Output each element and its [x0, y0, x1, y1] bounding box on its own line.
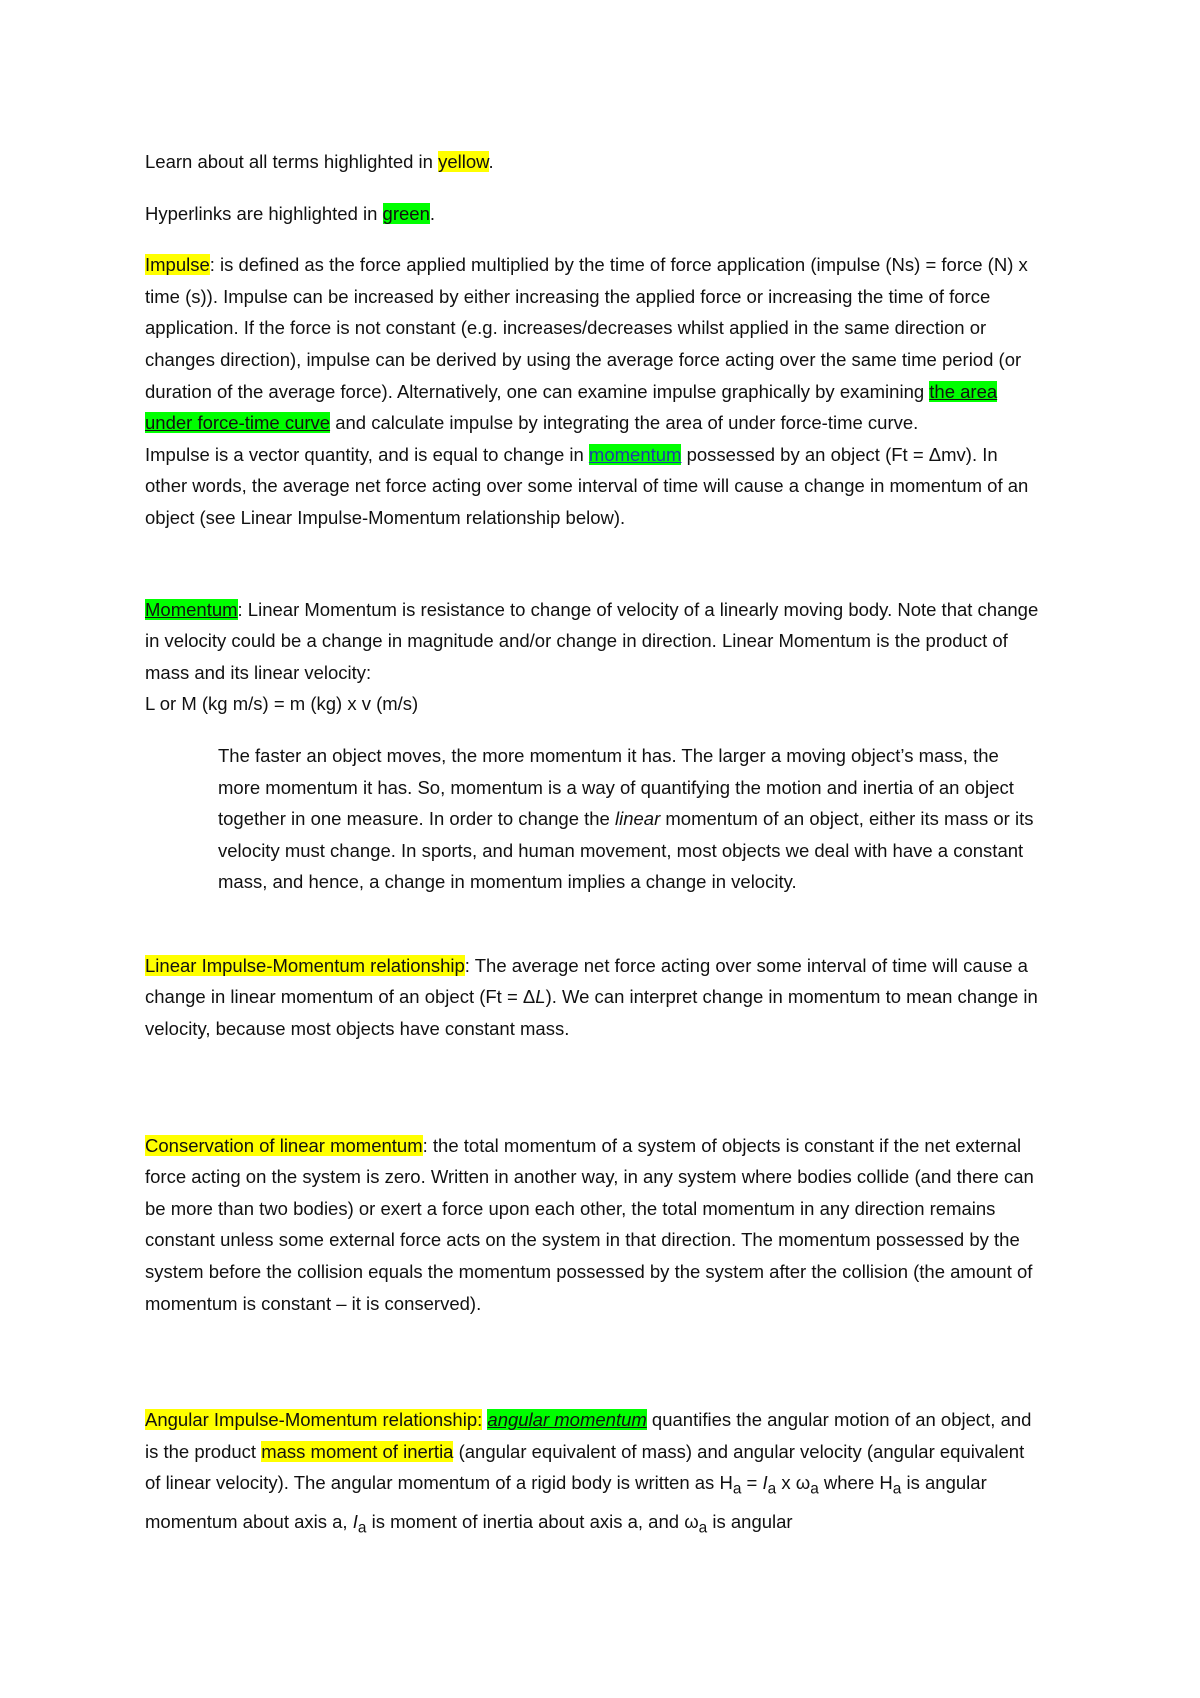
impulse-vector-text-b: possessed by an object (Ft = Δmv). In other words, the average net force acting over some interval of time will cause a change in momentum of an object (see Linear Impulse-Momentum relationship below).: [145, 443, 1029, 528]
omega-symbol: ω: [795, 1472, 811, 1494]
linear-imr-text-b: ). We can interpret change in momentum to mean change in velocity, because most objects have constant mass.: [145, 986, 1038, 1040]
intro-yellow-text: Learn about all terms highlighted in: [145, 151, 439, 172]
linear-emphasis: linear: [614, 808, 661, 830]
spacer: [145, 898, 1040, 950]
subscript-a: a: [810, 1481, 819, 1499]
intro-yellow-line: [145, 146, 1040, 178]
intro-yellow-period: .: [488, 151, 494, 172]
inertia-symbol: I: [762, 1472, 768, 1494]
intro-green-text: Hyperlinks are highlighted in: [145, 202, 383, 224]
angular-impulse-momentum-paragraph: [145, 1404, 1040, 1544]
angular-text-1: quantifies the angular motion of an object, and is the product: [145, 1409, 1032, 1462]
impulse-vector-paragraph: [145, 439, 1040, 534]
subscript-a: a: [892, 1481, 902, 1499]
linear-impulse-momentum-paragraph: [145, 950, 1040, 1045]
momentum-link[interactable]: momentum: [588, 443, 682, 465]
angular-text-7: is moment of inertia about axis a, and: [366, 1510, 685, 1532]
intro-green-period: .: [429, 202, 436, 224]
impulse-text-b: and calculate impulse by integrating the area of under force-time curve.: [330, 412, 919, 434]
linear-imr-term: Linear Impulse-Momentum relationship: [145, 954, 465, 976]
subscript-a: a: [357, 1519, 367, 1537]
angular-text-4: x: [776, 1472, 796, 1494]
mass-moment-of-inertia-term: mass moment of inertia: [261, 1440, 454, 1462]
angular-text-3: =: [741, 1472, 763, 1494]
momentum-term-link[interactable]: Momentum: [145, 598, 238, 620]
conservation-text: : the total momentum of a system of objects is constant if the net external force acting on the system is zero. Written in another way, in any system where bodies collide (and there can be more than two bodies) or exert a force upon each other, the total momentum in any direction remains constant unless some external force acts on the system in that direction. The momentum possessed by the system before the collision equals the momentum possessed by the system after the collision (the amount of momentum is constant – it is conserved).: [145, 1134, 1034, 1314]
force-time-curve-link[interactable]: the area under force-time curve: [145, 380, 998, 434]
momentum-block-b: momentum of an object, either its mass or its velocity must change. In sports, and human movement, most objects we deal with have a constant mass, and hence, a change in momentum implies a change in velocity.: [218, 808, 1034, 893]
spacer: [145, 178, 1040, 198]
momentum-paragraph: [145, 594, 1040, 689]
linear-imr-L: L: [535, 986, 546, 1008]
impulse-vector-text-a: Impulse is a vector quantity, and is equal to change in: [145, 443, 589, 465]
momentum-block-a: The faster an object moves, the more momentum it has. The larger a moving object’s mass, the more momentum it has. So, momentum is a way of quantifying the motion and inertia of an object together in one measure. In order to change the: [218, 744, 1014, 830]
angular-text-8: is angular: [707, 1510, 793, 1532]
momentum-text: : Linear Momentum is resistance to change of velocity of a linearly moving body. Note that change in velocity could be a change in magnitude and/or change in direction. Linear Momentum is the product of mass and its linear velocity:: [145, 598, 1039, 683]
subscript-a: a: [732, 1481, 742, 1499]
spacer: [145, 1319, 1040, 1404]
green-highlight-word: green: [382, 202, 430, 224]
angular-imr-term: Angular Impulse-Momentum relationship:: [145, 1409, 483, 1431]
intro-green-line: [145, 198, 1040, 230]
conservation-paragraph: [145, 1130, 1040, 1320]
impulse-text-a: : is defined as the force applied multiplied by the time of force application (impulse (Ns) = force (N) x time (s)). Impulse can be increased by either increasing the applied force or increasing the time of force application. If the force is not constant (e.g. increases/decreases whilst applied in the same direction or changes direction), impulse can be derived by using the average force acting over the same time period (or duration of the average force). Alternatively, one can examine impulse graphically by examining: [145, 254, 1028, 402]
omega-symbol: ω: [684, 1510, 699, 1532]
impulse-paragraph: [145, 249, 1040, 439]
linear-imr-text-a: : The average net force acting over some interval of time will cause a change in linear momentum of an object (Ft = Δ: [145, 954, 1028, 1008]
spacer: [145, 534, 1040, 594]
angular-text-5: where H: [818, 1472, 893, 1494]
inertia-symbol: I: [352, 1510, 358, 1532]
yellow-highlight-word: yellow: [438, 151, 489, 172]
subscript-a: a: [767, 1481, 777, 1499]
impulse-term: Impulse: [145, 254, 210, 276]
angular-text-6: is angular momentum about axis a,: [145, 1472, 987, 1532]
spacer: [145, 229, 1040, 249]
momentum-indented-block: [145, 720, 1040, 898]
angular-text-2: (angular equivalent of mass) and angular velocity (angular equivalent of linear velocity). The angular momentum of a rigid body is written as H: [145, 1440, 1025, 1494]
angular-momentum-link[interactable]: angular momentum: [487, 1409, 647, 1431]
spacer: [145, 1045, 1040, 1130]
conservation-term: Conservation of linear momentum: [145, 1134, 423, 1156]
momentum-formula: L or M (kg m/s) = m (kg) x v (m/s): [145, 693, 419, 715]
subscript-a: a: [698, 1519, 708, 1537]
